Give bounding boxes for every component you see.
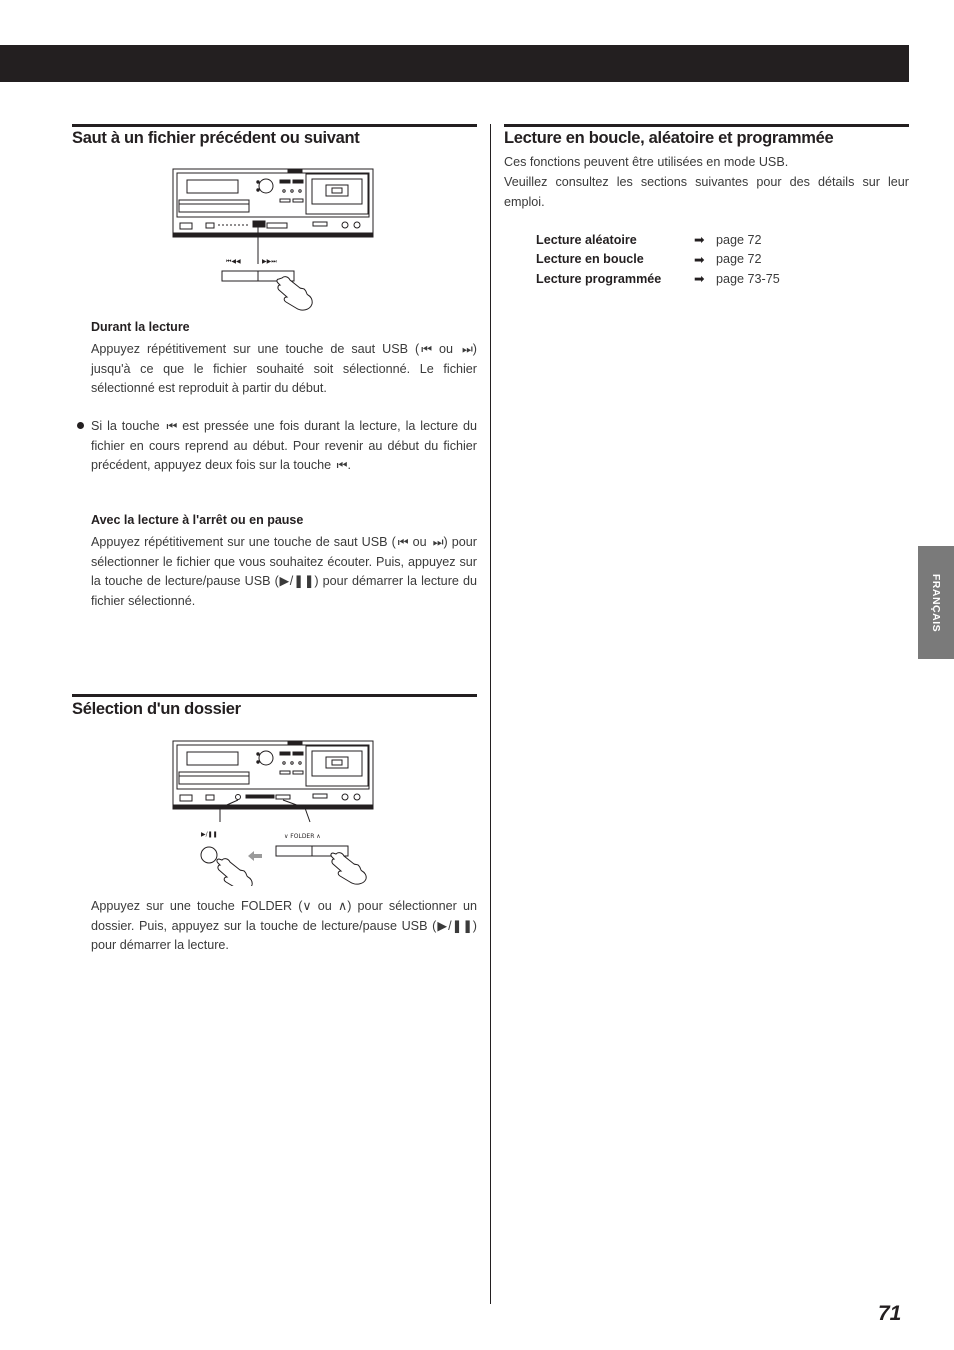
- chevron-down-icon: ∨: [302, 899, 312, 913]
- list-item: [536, 250, 780, 270]
- section-title-loop-random-program: Lecture en boucle, aléatoire et programmée: [504, 129, 834, 147]
- skip-prev-icon: ⏮: [336, 458, 346, 472]
- language-tab-label: FRANÇAIS: [930, 573, 942, 632]
- skip-prev-icon: ⏮: [421, 342, 430, 356]
- section-rule: [72, 694, 477, 697]
- ref-label: Lecture programmée: [536, 271, 662, 286]
- arrow-right-icon: ➡: [694, 233, 705, 248]
- paragraph-intro-1: Ces fonctions peuvent être utilisées en mode USB.: [504, 155, 789, 169]
- ref-label: Lecture en boucle: [536, 252, 644, 267]
- list-item: [536, 230, 780, 250]
- subhead-during-playback: Durant la lecture: [91, 320, 190, 334]
- btn-next-label: ▶▶⏭: [262, 258, 277, 265]
- paragraph-during-playback: Appuyez répétitivement sur une touche de saut USB ( ⏮ ou ⏭ ) jusqu'à ce que le fichier souhaité soit sélectionné. Le fichier sélectionné est reproduit à partir du début.: [91, 342, 477, 395]
- skip-prev-icon: ⏮: [166, 419, 176, 433]
- device-skip-illustration: [170, 166, 380, 312]
- page-reference-list: [536, 230, 780, 289]
- paragraph-intro-2: Veuillez consultez les sections suivantes pour des détails sur leur emploi.: [504, 175, 909, 209]
- language-tab: [918, 546, 954, 659]
- ref-label: Lecture aléatoire: [536, 232, 637, 247]
- play-pause-icon: ▶/❚❚: [436, 918, 473, 933]
- chevron-up-icon: ∧: [337, 899, 348, 913]
- header-bar: [0, 45, 909, 82]
- skip-next-icon: ⏭: [461, 342, 471, 356]
- folder-label: ∨ FOLDER ∧: [284, 833, 321, 840]
- skip-next-icon: ⏭: [432, 535, 442, 549]
- section-title-folder: Sélection d'un dossier: [72, 700, 241, 718]
- ref-page: page 72: [716, 252, 762, 267]
- play-pause-label: ▶/❚❚: [201, 831, 218, 838]
- section-title-skip: Saut à un fichier précédent ou suivant: [72, 129, 360, 147]
- skip-prev-icon: ⏮: [397, 535, 407, 549]
- list-item: [536, 269, 780, 289]
- btn-prev-label: ⏮◀◀: [226, 258, 241, 265]
- ref-page: page 73-75: [716, 271, 780, 286]
- subhead-stopped-paused: Avec la lecture à l'arrêt ou en pause: [91, 513, 304, 527]
- play-pause-icon: ▶/❚❚: [278, 574, 315, 588]
- page-number: 71: [878, 1302, 902, 1325]
- bullet-icon: [77, 422, 84, 429]
- device-folder-illustration: [170, 738, 380, 886]
- section-rule: [72, 124, 477, 127]
- arrow-right-icon: ➡: [694, 272, 705, 287]
- paragraph-folder: Appuyez sur une touche FOLDER (∨ ou ∧) pour sélectionner un dossier. Puis, appuyez sur la touche de lecture/pause USB (▶/❚❚) pour démarrer la lecture.: [91, 899, 478, 952]
- section-rule: [504, 124, 909, 127]
- paragraph-note: Si la touche ⏮ est pressée une fois durant la lecture, la lecture du fichier en cours reprend au début. Pour revenir au début du fichier précédent, appuyez deux fois sur la touche ⏮ .: [91, 419, 478, 472]
- ref-page: page 72: [716, 232, 762, 247]
- paragraph-stopped-paused: Appuyez répétitivement sur une touche de saut USB ( ⏮ ou ⏭ ) pour sélectionner le fichier que vous souhaitez écouter. Puis, appuyez sur la touche de lecture/pause USB (▶/❚❚) pour démarrer la lecture du fichier sélectionné.: [91, 535, 478, 608]
- column-divider: [490, 124, 491, 1304]
- arrow-left-icon: [248, 851, 262, 861]
- arrow-right-icon: ➡: [694, 252, 705, 267]
